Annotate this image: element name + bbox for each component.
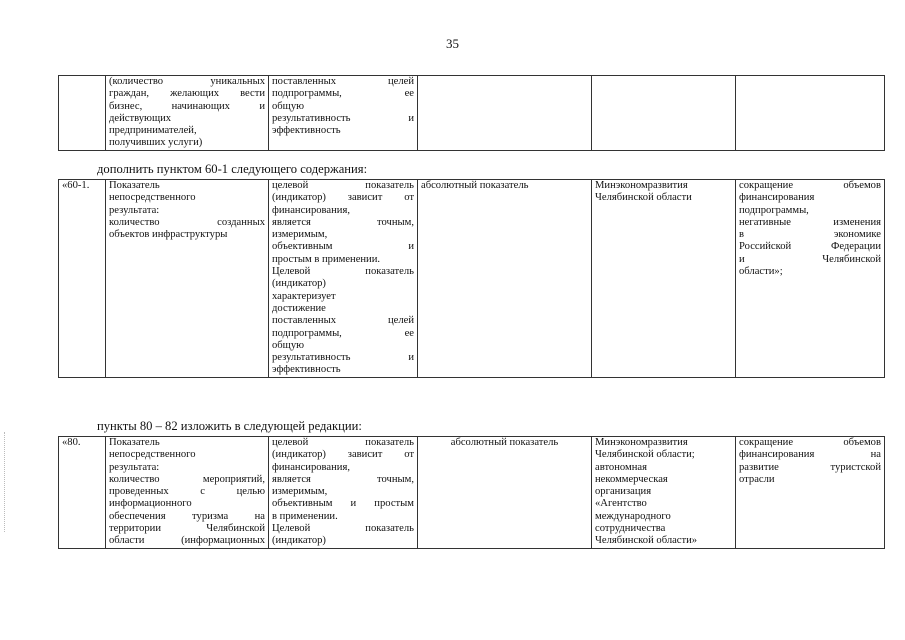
text-line: является точным, <box>272 473 414 485</box>
risk-factor-cell <box>736 180 885 378</box>
text-line: непосредственного <box>109 192 196 204</box>
scan-margin-mark <box>4 432 7 532</box>
text-line: подпрограммы, ее <box>272 88 414 100</box>
text-line: Показатель <box>109 437 160 448</box>
text-line: результата: <box>109 204 160 216</box>
risk-factor-cell <box>736 437 885 549</box>
text-line: целевой показатель <box>272 437 414 448</box>
text-line: сокращение объемов <box>739 180 881 191</box>
text-line: результативность и <box>272 352 414 364</box>
text-line: Челябинской области <box>595 192 692 204</box>
text-line: Минэкономразвития <box>595 437 688 448</box>
text-line: количество созданных <box>109 216 265 228</box>
text-line: эффективность <box>272 364 341 376</box>
text-line: обеспечения туризма на <box>109 510 265 522</box>
text-line: получивших услуги) <box>109 137 203 149</box>
text-line: Показатель <box>109 180 160 191</box>
text-line: количество мероприятий, <box>109 473 265 485</box>
text-line: целевой показатель <box>272 180 414 191</box>
table-row <box>59 76 885 151</box>
indicator-type-cell: абсолютный показатель <box>418 180 592 378</box>
text-line: измеримым, <box>272 229 328 241</box>
indicator-description-cell <box>269 76 418 151</box>
row-number-cell: «80. <box>59 437 106 549</box>
indicator-name-cell <box>106 76 269 151</box>
indicator-table-continued <box>58 75 885 151</box>
text-line: (индикатор) <box>272 535 326 547</box>
text-line: проведенных с целью <box>109 486 265 498</box>
text-line: предпринимателей, <box>109 125 197 137</box>
text-line: области (информационных <box>109 535 265 547</box>
text-line: Целевой показатель <box>272 523 414 535</box>
text-line: Минэкономразвития <box>595 180 688 191</box>
text-line: подпрограммы, ее <box>272 327 414 339</box>
text-line: негативные изменения <box>739 216 881 228</box>
text-line: в экономике <box>739 229 881 241</box>
text-line: области»; <box>739 266 783 278</box>
table-row <box>59 437 885 549</box>
indicator-type-cell: абсолютный показатель <box>418 437 592 549</box>
text-line: развитие туристской <box>739 461 881 473</box>
row-number-cell <box>59 76 106 151</box>
text-line: финансирования на <box>739 449 881 461</box>
text-line: сотрудничества <box>595 523 666 535</box>
text-line: сокращение объемов <box>739 437 881 448</box>
row-number-cell: «60-1. <box>59 180 106 378</box>
responsible-cell <box>592 180 736 378</box>
text-line: граждан, желающих вести <box>109 88 265 100</box>
text-line: финансирования, <box>272 461 350 473</box>
indicator-description-cell <box>269 437 418 549</box>
text-line: финансирования, <box>272 204 350 216</box>
text-line: автономная <box>595 461 647 473</box>
text-line: организация <box>595 486 652 498</box>
text-line: является точным, <box>272 216 414 228</box>
text-line: измеримым, <box>272 486 328 498</box>
text-line: объектов инфраструктуры <box>109 229 228 241</box>
text-line: объективным и простым <box>272 498 414 510</box>
text-line: результативность и <box>272 112 414 124</box>
responsible-cell <box>592 437 736 549</box>
text-line: (индикатор) зависит от <box>272 449 414 461</box>
page-number: 35 <box>446 36 459 51</box>
indicator-name-cell <box>106 437 269 549</box>
text-line: результата: <box>109 461 160 473</box>
text-line: информационного <box>109 498 192 510</box>
text-line: подпрограммы, <box>739 204 809 216</box>
text-line: действующих <box>109 112 172 124</box>
amendment-note: пункты 80 – 82 изложить в следующей редакции: <box>97 419 362 433</box>
text-line: (индикатор) <box>272 278 326 290</box>
text-line: объективным и <box>272 241 414 253</box>
text-line: отрасли <box>739 473 775 485</box>
indicator-description-cell <box>269 180 418 378</box>
text-line: Челябинской области» <box>595 535 698 547</box>
text-line: бизнес, начинающих и <box>109 100 265 112</box>
indicator-table-60-1 <box>58 179 885 378</box>
text-line: характеризует <box>272 290 336 302</box>
text-line: «Агентство <box>595 498 647 510</box>
text-line: достижение <box>272 302 326 314</box>
amendment-note: дополнить пунктом 60-1 следующего содержания: <box>97 162 368 176</box>
text-line: в применении. <box>272 510 338 522</box>
text-line: (количество уникальных <box>109 76 265 87</box>
text-line: Целевой показатель <box>272 266 414 278</box>
text-line: поставленных целей <box>272 76 414 87</box>
text-line: финансирования <box>739 192 815 204</box>
text-line: эффективность <box>272 125 341 137</box>
indicator-name-cell <box>106 180 269 378</box>
text-line: Челябинской области; <box>595 449 695 461</box>
text-line: непосредственного <box>109 449 196 461</box>
table-row <box>59 180 885 378</box>
text-line: территории Челябинской <box>109 523 265 535</box>
risk-factor-cell <box>736 76 885 151</box>
indicator-type-cell <box>418 76 592 151</box>
text-line: (индикатор) зависит от <box>272 192 414 204</box>
text-line: международного <box>595 510 671 522</box>
text-line: общую <box>272 339 305 351</box>
text-line: некоммерческая <box>595 473 668 485</box>
indicator-table-80 <box>58 436 885 549</box>
text-line: поставленных целей <box>272 315 414 327</box>
text-line: и Челябинской <box>739 253 881 265</box>
text-line: общую <box>272 100 305 112</box>
text-line: Российской Федерации <box>739 241 881 253</box>
responsible-cell <box>592 76 736 151</box>
text-line: простым в применении. <box>272 253 381 265</box>
